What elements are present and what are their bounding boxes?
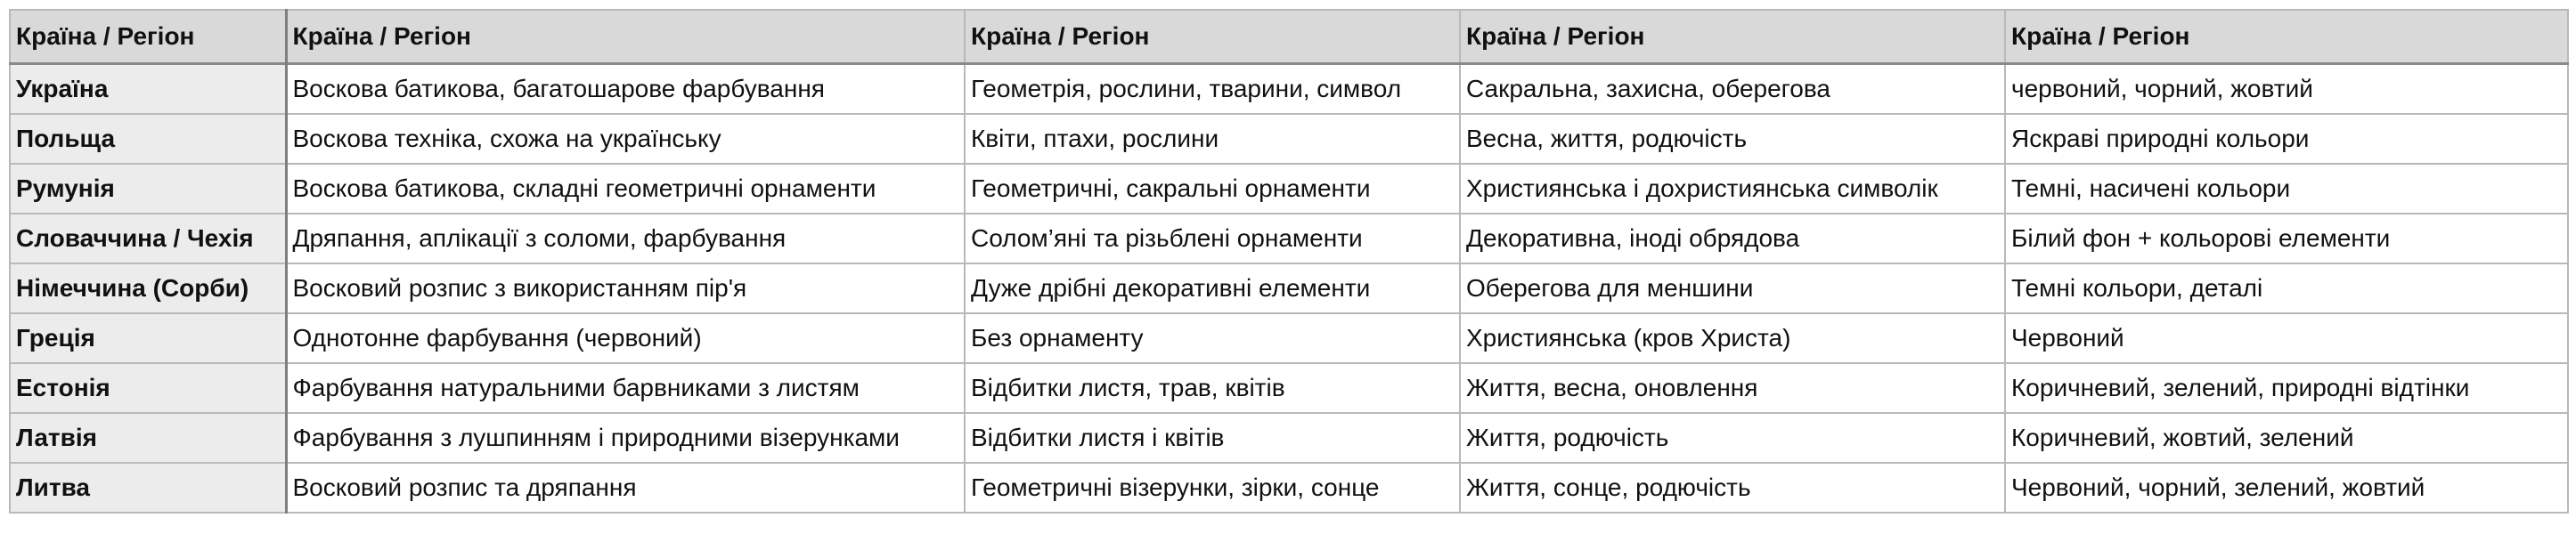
table-cell[interactable]: Життя, сонце, родючість [1460, 463, 2005, 513]
column-header[interactable]: Країна / Регіон [286, 10, 965, 64]
table-row [10, 463, 2568, 513]
row-header-cell[interactable]: Польща [10, 114, 286, 164]
table-cell[interactable]: Геометричні візерунки, зірки, сонце [965, 463, 1460, 513]
table-cell[interactable]: Фарбування натуральними барвниками з листям [286, 363, 965, 413]
table-cell[interactable]: Декоративна, іноді обрядова [1460, 214, 2005, 263]
row-header-cell[interactable]: Естонія [10, 363, 286, 413]
table-row [10, 413, 2568, 463]
table-cell[interactable]: Темні кольори, деталі [2005, 263, 2568, 313]
table-cell[interactable]: Воскова батикова, складні геометричні орнаменти [286, 164, 965, 214]
table-cell[interactable]: Весна, життя, родючість [1460, 114, 2005, 164]
table-cell[interactable]: Яскраві природні кольори [2005, 114, 2568, 164]
easter-egg-traditions-table [9, 9, 2569, 514]
table-cell[interactable]: Квіти, птахи, рослини [965, 114, 1460, 164]
table-cell[interactable]: Темні, насичені кольори [2005, 164, 2568, 214]
table-row [10, 164, 2568, 214]
table-cell[interactable]: Життя, родючість [1460, 413, 2005, 463]
table-cell[interactable]: Відбитки листя і квітів [965, 413, 1460, 463]
table-cell[interactable]: Білий фон + кольорові елементи [2005, 214, 2568, 263]
table-cell[interactable]: Коричневий, жовтий, зелений [2005, 413, 2568, 463]
table-cell[interactable]: Оберегова для меншини [1460, 263, 2005, 313]
column-header[interactable]: Країна / Регіон [2005, 10, 2568, 64]
table-cell[interactable]: Сакральна, захисна, оберегова [1460, 64, 2005, 115]
table-cell[interactable]: Червоний, чорний, зелений, жовтий [2005, 463, 2568, 513]
table-cell[interactable]: Геометричні, сакральні орнаменти [965, 164, 1460, 214]
table-cell[interactable]: Християнська (кров Христа) [1460, 313, 2005, 363]
row-header-cell[interactable]: Латвія [10, 413, 286, 463]
table-cell[interactable]: Геометрія, рослини, тварини, символ [965, 64, 1460, 115]
table-cell[interactable]: Відбитки листя, трав, квітів [965, 363, 1460, 413]
table-cell[interactable]: Однотонне фарбування (червоний) [286, 313, 965, 363]
table-cell[interactable]: Воскова техніка, схожа на українську [286, 114, 965, 164]
table-cell[interactable]: Воскова батикова, багатошарове фарбування [286, 64, 965, 115]
row-header-cell[interactable]: Німеччина (Сорби) [10, 263, 286, 313]
table-row [10, 263, 2568, 313]
spreadsheet-table-container [9, 9, 2567, 523]
header-row [10, 10, 2568, 64]
table-cell[interactable]: Без орнаменту [965, 313, 1460, 363]
table-row [10, 363, 2568, 413]
column-header[interactable]: Країна / Регіон [965, 10, 1460, 64]
table-cell[interactable]: Дуже дрібні декоративні елементи [965, 263, 1460, 313]
column-header[interactable]: Країна / Регіон [1460, 10, 2005, 64]
table-cell[interactable]: Життя, весна, оновлення [1460, 363, 2005, 413]
table-row [10, 214, 2568, 263]
table-row [10, 64, 2568, 115]
table-row [10, 114, 2568, 164]
row-header-cell[interactable]: Словаччина / Чехія [10, 214, 286, 263]
row-header-cell[interactable]: Україна [10, 64, 286, 115]
table-cell[interactable]: Восковий розпис з використанням пір'я [286, 263, 965, 313]
table-row [10, 313, 2568, 363]
table-cell[interactable]: Солом’яні та різьблені орнаменти [965, 214, 1460, 263]
table-cell[interactable]: Червоний [2005, 313, 2568, 363]
column-header[interactable]: Країна / Регіон [10, 10, 286, 64]
table-cell[interactable]: Дряпання, аплікації з соломи, фарбування [286, 214, 965, 263]
table-cell[interactable]: Коричневий, зелений, природні відтінки [2005, 363, 2568, 413]
table-cell[interactable]: Християнська і дохристиянська символік [1460, 164, 2005, 214]
row-header-cell[interactable]: Литва [10, 463, 286, 513]
table-cell[interactable]: Восковий розпис та дряпання [286, 463, 965, 513]
row-header-cell[interactable]: Румунія [10, 164, 286, 214]
row-header-cell[interactable]: Греція [10, 313, 286, 363]
table-cell[interactable]: червоний, чорний, жовтий [2005, 64, 2568, 115]
table-cell[interactable]: Фарбування з лушпинням і природними візерунками [286, 413, 965, 463]
